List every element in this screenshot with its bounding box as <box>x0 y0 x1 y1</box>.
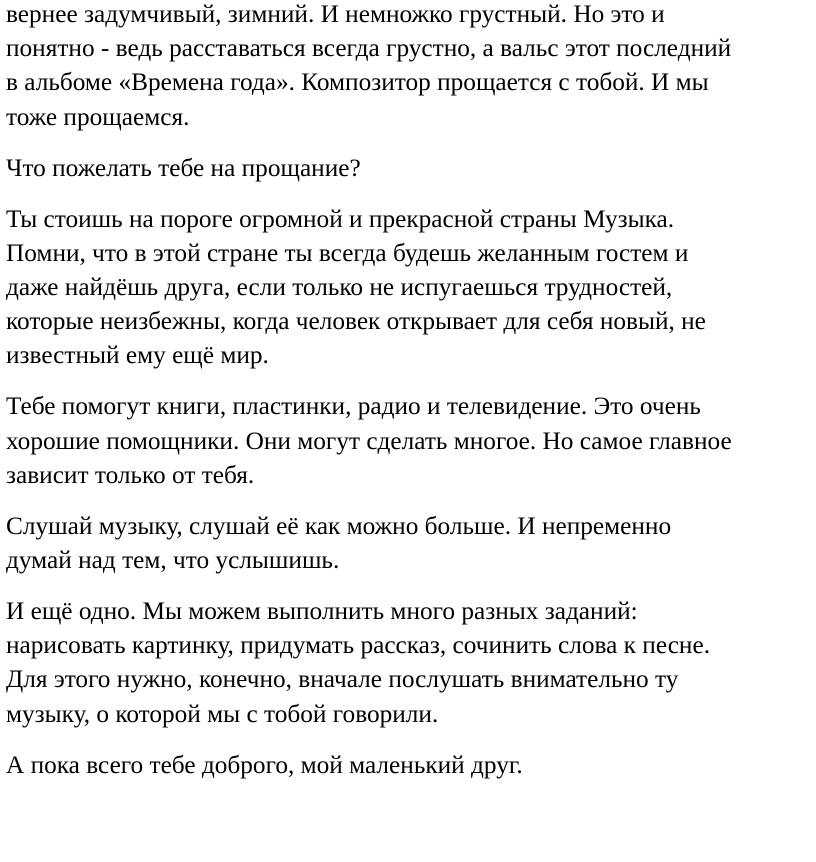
text-line: Тебе помогут книги, пластинки, радио и телевидение. Это очень <box>6 392 701 421</box>
text-line: понятно - ведь расставаться всегда грустно, а вальс этот последний <box>6 34 732 63</box>
text-line: зависит только от тебя. <box>6 460 255 489</box>
text-line: А пока всего тебе доброго, мой маленький друг. <box>6 750 523 779</box>
paragraph-5 <box>6 509 812 577</box>
paragraph-2 <box>6 151 812 185</box>
paragraph-1 <box>6 0 812 134</box>
text-line: в альбоме «Времена года». Композитор прощается с тобой. И мы <box>6 68 709 97</box>
text-line: Что пожелать тебе на прощание? <box>6 153 361 182</box>
text-line: тоже прощаемся. <box>6 102 190 131</box>
text-line: Помни, что в этой стране ты всегда будешь желанным гостем и <box>6 238 689 267</box>
text-line: хорошие помощники. Они могут сделать многое. Но самое главное <box>6 426 732 455</box>
paragraph-3 <box>6 202 812 373</box>
paragraph-4 <box>6 389 812 492</box>
text-line: И ещё одно. Мы можем выполнить много разных заданий: <box>6 597 638 626</box>
text-line: известный ему ещё мир. <box>6 341 269 370</box>
text-line: думай над тем, что услышишь. <box>6 546 340 575</box>
text-line: Слушай музыку, слушай её как можно больше. И непременно <box>6 511 672 540</box>
text-line: нарисовать картинку, придумать рассказ, сочинить слова к песне. <box>6 631 711 660</box>
paragraph-7 <box>6 748 812 782</box>
text-line: Ты стоишь на пороге огромной и прекрасной страны Музыка. <box>6 204 675 233</box>
text-line: которые неизбежны, когда человек открывает для себя новый, не <box>6 307 706 336</box>
text-line: вернее задумчивый, зимний. И немножко грустный. Но это и <box>6 0 665 28</box>
document-body <box>6 0 812 799</box>
paragraph-6 <box>6 594 812 731</box>
text-line: даже найдёшь друга, если только не испугаешься трудностей, <box>6 273 673 302</box>
text-line: музыку, о которой мы с тобой говорили. <box>6 699 439 728</box>
text-line: Для этого нужно, конечно, вначале послушать внимательно ту <box>6 665 679 694</box>
